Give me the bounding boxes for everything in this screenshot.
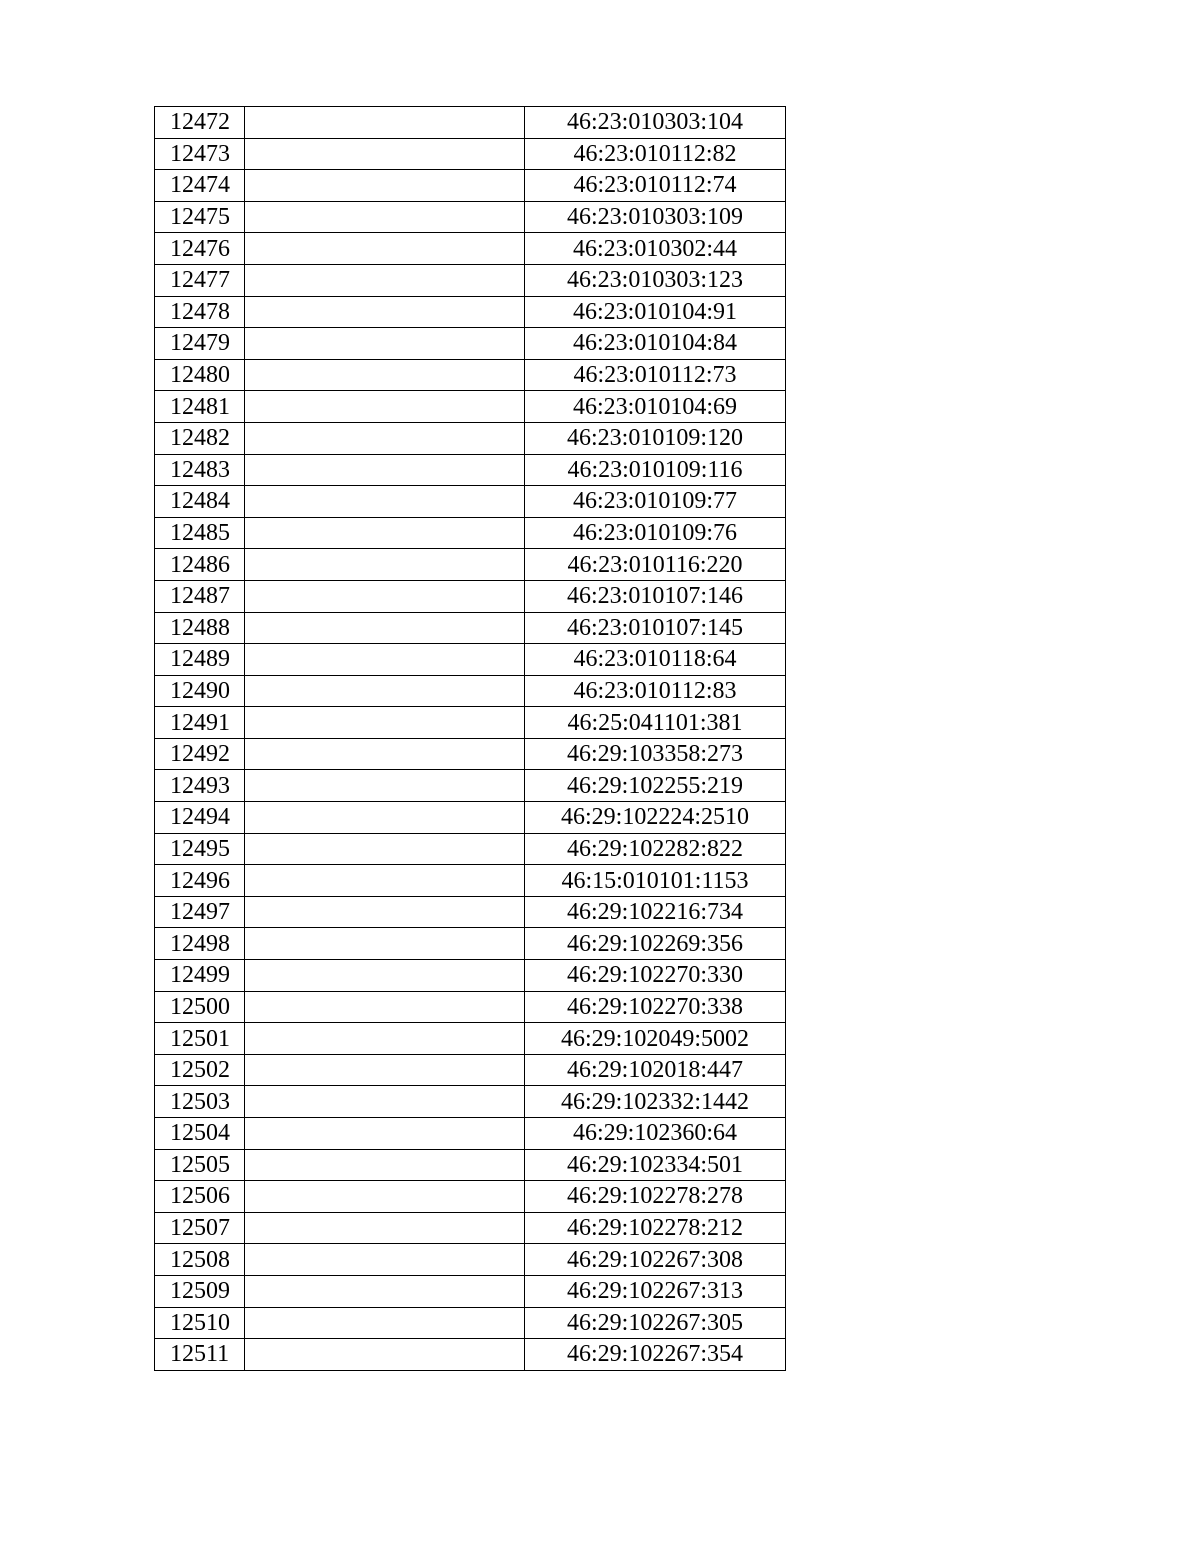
cadastral-number-cell: 46:23:010109:116 — [525, 454, 786, 486]
row-number-cell: 12477 — [155, 264, 245, 296]
name-cell — [245, 928, 525, 960]
cadastral-number-cell: 46:29:102360:64 — [525, 1118, 786, 1150]
name-cell — [245, 138, 525, 170]
cadastral-number-cell: 46:29:102224:2510 — [525, 802, 786, 834]
cadastral-number-cell: 46:23:010104:69 — [525, 391, 786, 423]
cadastral-number-cell: 46:23:010302:44 — [525, 233, 786, 265]
cadastral-number-cell: 46:23:010104:91 — [525, 296, 786, 328]
table-row — [155, 738, 786, 770]
cadastral-number-cell: 46:25:041101:381 — [525, 707, 786, 739]
row-number-cell: 12495 — [155, 833, 245, 865]
cadastral-number-cell: 46:29:102267:313 — [525, 1275, 786, 1307]
table-row — [155, 960, 786, 992]
row-number-cell: 12480 — [155, 359, 245, 391]
cadastral-number-cell: 46:23:010109:76 — [525, 517, 786, 549]
row-number-cell: 12509 — [155, 1275, 245, 1307]
name-cell — [245, 738, 525, 770]
name-cell — [245, 517, 525, 549]
name-cell — [245, 960, 525, 992]
table-row — [155, 359, 786, 391]
row-number-cell: 12493 — [155, 770, 245, 802]
table-row — [155, 928, 786, 960]
name-cell — [245, 454, 525, 486]
cadastral-number-cell: 46:23:010112:83 — [525, 675, 786, 707]
cadastral-number-cell: 46:29:102255:219 — [525, 770, 786, 802]
row-number-cell: 12476 — [155, 233, 245, 265]
table-body — [155, 107, 786, 1371]
table-row — [155, 549, 786, 581]
table-row — [155, 517, 786, 549]
name-cell — [245, 770, 525, 802]
table-row — [155, 1118, 786, 1150]
table-row — [155, 107, 786, 139]
table-row — [155, 201, 786, 233]
table-row — [155, 1086, 786, 1118]
row-number-cell: 12472 — [155, 107, 245, 139]
name-cell — [245, 644, 525, 676]
cadastral-number-cell: 46:29:102270:338 — [525, 991, 786, 1023]
table-row — [155, 454, 786, 486]
table-row — [155, 391, 786, 423]
row-number-cell: 12501 — [155, 1023, 245, 1055]
row-number-cell: 12498 — [155, 928, 245, 960]
table-row — [155, 896, 786, 928]
cadastral-number-cell: 46:23:010112:74 — [525, 170, 786, 202]
name-cell — [245, 107, 525, 139]
row-number-cell: 12491 — [155, 707, 245, 739]
row-number-cell: 12507 — [155, 1212, 245, 1244]
name-cell — [245, 1339, 525, 1371]
cadastral-number-cell: 46:29:102049:5002 — [525, 1023, 786, 1055]
table-row — [155, 486, 786, 518]
row-number-cell: 12488 — [155, 612, 245, 644]
name-cell — [245, 328, 525, 360]
name-cell — [245, 675, 525, 707]
table-row — [155, 675, 786, 707]
cadastral-number-cell: 46:23:010116:220 — [525, 549, 786, 581]
cadastral-number-cell: 46:23:010112:73 — [525, 359, 786, 391]
table-row — [155, 422, 786, 454]
row-number-cell: 12496 — [155, 865, 245, 897]
row-number-cell: 12506 — [155, 1181, 245, 1213]
row-number-cell: 12504 — [155, 1118, 245, 1150]
row-number-cell: 12478 — [155, 296, 245, 328]
cadastral-number-cell: 46:29:102216:734 — [525, 896, 786, 928]
cadastral-number-cell: 46:23:010303:123 — [525, 264, 786, 296]
table-row — [155, 1023, 786, 1055]
table-row — [155, 612, 786, 644]
table-row — [155, 802, 786, 834]
cadastral-number-cell: 46:29:102267:354 — [525, 1339, 786, 1371]
row-number-cell: 12505 — [155, 1149, 245, 1181]
row-number-cell: 12483 — [155, 454, 245, 486]
table-row — [155, 644, 786, 676]
row-number-cell: 12489 — [155, 644, 245, 676]
table-row — [155, 170, 786, 202]
name-cell — [245, 1054, 525, 1086]
name-cell — [245, 422, 525, 454]
cadastral-number-cell: 46:29:103358:273 — [525, 738, 786, 770]
name-cell — [245, 833, 525, 865]
row-number-cell: 12500 — [155, 991, 245, 1023]
table-row — [155, 296, 786, 328]
name-cell — [245, 359, 525, 391]
name-cell — [245, 802, 525, 834]
name-cell — [245, 707, 525, 739]
name-cell — [245, 391, 525, 423]
name-cell — [245, 1118, 525, 1150]
table-row — [155, 833, 786, 865]
name-cell — [245, 549, 525, 581]
name-cell — [245, 580, 525, 612]
row-number-cell: 12487 — [155, 580, 245, 612]
cadastral-number-cell: 46:23:010303:109 — [525, 201, 786, 233]
row-number-cell: 12482 — [155, 422, 245, 454]
row-number-cell: 12474 — [155, 170, 245, 202]
cadastral-number-cell: 46:29:102267:305 — [525, 1307, 786, 1339]
row-number-cell: 12511 — [155, 1339, 245, 1371]
row-number-cell: 12508 — [155, 1244, 245, 1276]
name-cell — [245, 486, 525, 518]
cadastral-number-cell: 46:23:010109:120 — [525, 422, 786, 454]
name-cell — [245, 1275, 525, 1307]
name-cell — [245, 1181, 525, 1213]
table-row — [155, 865, 786, 897]
name-cell — [245, 991, 525, 1023]
name-cell — [245, 264, 525, 296]
row-number-cell: 12499 — [155, 960, 245, 992]
table-row — [155, 328, 786, 360]
name-cell — [245, 201, 525, 233]
name-cell — [245, 896, 525, 928]
table-row — [155, 264, 786, 296]
table-row — [155, 1181, 786, 1213]
table-row — [155, 1054, 786, 1086]
cadastral-number-cell: 46:23:010104:84 — [525, 328, 786, 360]
name-cell — [245, 296, 525, 328]
cadastral-number-cell: 46:23:010109:77 — [525, 486, 786, 518]
row-number-cell: 12503 — [155, 1086, 245, 1118]
table-row — [155, 707, 786, 739]
table-row — [155, 1275, 786, 1307]
cadastral-number-cell: 46:23:010107:145 — [525, 612, 786, 644]
table-row — [155, 138, 786, 170]
name-cell — [245, 233, 525, 265]
table-row — [155, 1307, 786, 1339]
table-row — [155, 233, 786, 265]
name-cell — [245, 1307, 525, 1339]
name-cell — [245, 1086, 525, 1118]
cadastral-number-cell: 46:23:010303:104 — [525, 107, 786, 139]
cadastral-number-cell: 46:29:102332:1442 — [525, 1086, 786, 1118]
row-number-cell: 12490 — [155, 675, 245, 707]
row-number-cell: 12475 — [155, 201, 245, 233]
cadastral-number-cell: 46:29:102270:330 — [525, 960, 786, 992]
table-row — [155, 1212, 786, 1244]
row-number-cell: 12481 — [155, 391, 245, 423]
table-row — [155, 580, 786, 612]
cadastral-number-cell: 46:29:102269:356 — [525, 928, 786, 960]
table-row — [155, 1149, 786, 1181]
cadastral-number-cell: 46:29:102278:212 — [525, 1212, 786, 1244]
row-number-cell: 12502 — [155, 1054, 245, 1086]
name-cell — [245, 865, 525, 897]
table-row — [155, 1339, 786, 1371]
cadastral-number-cell: 46:23:010118:64 — [525, 644, 786, 676]
cadastral-number-cell: 46:29:102018:447 — [525, 1054, 786, 1086]
name-cell — [245, 612, 525, 644]
cadastral-number-cell: 46:29:102267:308 — [525, 1244, 786, 1276]
cadastral-number-cell: 46:29:102278:278 — [525, 1181, 786, 1213]
row-number-cell: 12492 — [155, 738, 245, 770]
table-row — [155, 991, 786, 1023]
name-cell — [245, 1212, 525, 1244]
cadastral-number-cell: 46:29:102282:822 — [525, 833, 786, 865]
cadastral-number-cell: 46:29:102334:501 — [525, 1149, 786, 1181]
cadastral-number-cell: 46:23:010107:146 — [525, 580, 786, 612]
row-number-cell: 12510 — [155, 1307, 245, 1339]
cadastral-table — [154, 106, 786, 1371]
row-number-cell: 12473 — [155, 138, 245, 170]
row-number-cell: 12486 — [155, 549, 245, 581]
name-cell — [245, 1244, 525, 1276]
name-cell — [245, 170, 525, 202]
row-number-cell: 12484 — [155, 486, 245, 518]
name-cell — [245, 1149, 525, 1181]
row-number-cell: 12479 — [155, 328, 245, 360]
table-row — [155, 1244, 786, 1276]
table-row — [155, 770, 786, 802]
row-number-cell: 12494 — [155, 802, 245, 834]
name-cell — [245, 1023, 525, 1055]
cadastral-number-cell: 46:15:010101:1153 — [525, 865, 786, 897]
row-number-cell: 12485 — [155, 517, 245, 549]
cadastral-number-cell: 46:23:010112:82 — [525, 138, 786, 170]
row-number-cell: 12497 — [155, 896, 245, 928]
